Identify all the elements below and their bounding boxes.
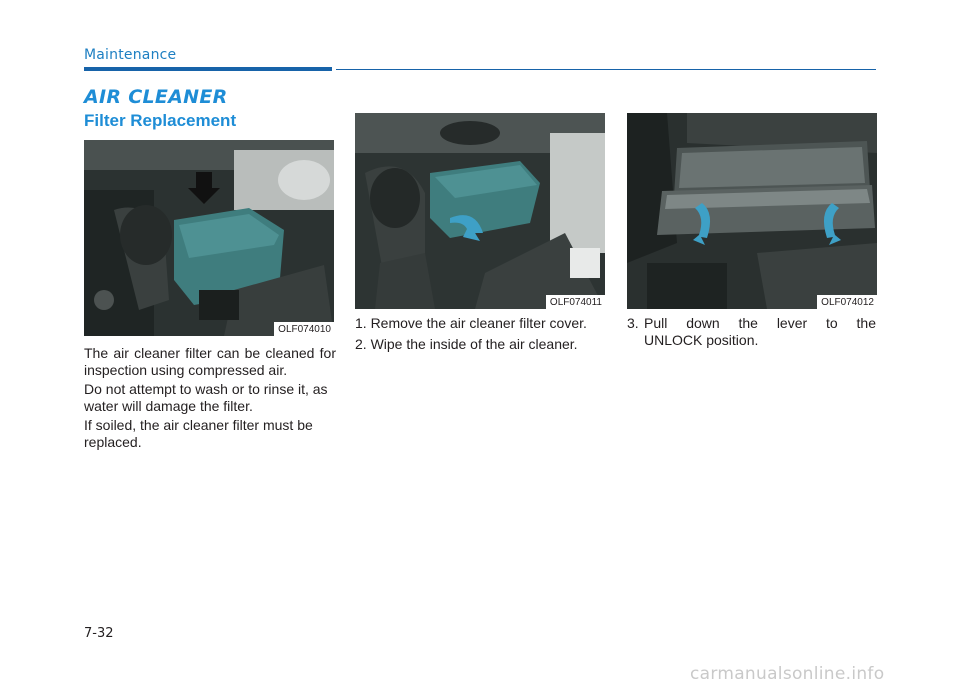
header-rule-thin [336, 69, 876, 70]
image-code-1: OLF074010 [274, 322, 334, 336]
header-section-label: Maintenance [84, 47, 177, 63]
step-3 [627, 315, 877, 349]
step-3-number: 3. [627, 315, 639, 331]
step-1: 1. Remove the air cleaner filter cover. [355, 315, 587, 331]
engine-photo-3 [627, 113, 877, 309]
paragraph-no-wash: Do not attempt to wash or to rinse it, as water will damage the filter. [84, 381, 328, 414]
section-title: AIR CLEANER [84, 86, 228, 108]
engine-photo-1 [84, 140, 334, 336]
step-2: 2. Wipe the inside of the air cleaner. [355, 336, 578, 352]
watermark: carmanualsonline.info [690, 664, 885, 684]
page-number: 7-32 [84, 626, 114, 641]
section-subtitle: Filter Replacement [84, 111, 237, 130]
step-3-line2: UNLOCK position. [644, 332, 759, 348]
image-code-3: OLF074012 [817, 295, 877, 309]
image-code-2: OLF074011 [546, 295, 605, 309]
paragraph-cleaning: The air cleaner filter can be cleaned for inspection using compressed air. [84, 345, 336, 378]
step-3-line1: Pull down the lever to the [644, 315, 876, 331]
engine-photo-2 [355, 113, 605, 309]
header-rule-thick [84, 67, 332, 71]
paragraph-replace: If soiled, the air cleaner filter must be replaced. [84, 417, 313, 450]
